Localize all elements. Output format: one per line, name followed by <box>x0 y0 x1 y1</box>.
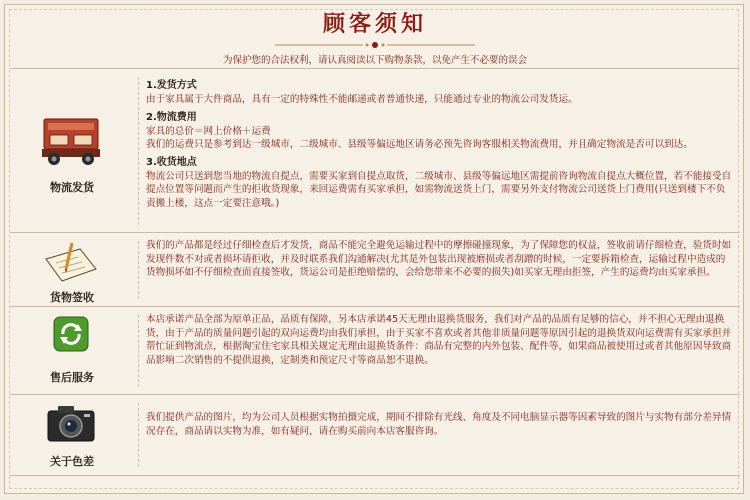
delivery-truck-icon <box>38 115 104 167</box>
sign-document-icon <box>38 239 104 291</box>
page-title: 顾客须知 <box>322 11 427 37</box>
section-label-logistics: 物流发货 <box>50 181 94 194</box>
section-content-receipt <box>146 239 732 280</box>
section-label-receipt: 货物签收 <box>50 291 94 304</box>
section-divider <box>138 241 139 299</box>
section-aftersales <box>10 306 740 395</box>
section-label-color-difference: 关于色差 <box>50 455 94 468</box>
shipping-method-text: 由于家具属于大件商品，具有一定的特殊性不能邮递或者普通快递，只能通过专业的物流公司发货运。 <box>146 94 578 105</box>
refresh-cycle-icon <box>38 313 104 365</box>
section-divider <box>138 403 139 467</box>
section-divider <box>138 77 139 225</box>
color-difference-text: 我们提供产品的图片，均为公司人员根据实物拍摄完成，期间不排除有光线、角度及不同电脑显示器等因素导致的图片与实物有部分差异情况存在，商品请以实物为准，如有疑问，请在购买前向本店客服咨询。 <box>146 412 732 437</box>
shipping-fee-heading: 2.物流费用 <box>146 111 197 123</box>
camera-icon <box>38 399 104 451</box>
title-ornament-icon <box>265 41 485 49</box>
section-color-difference <box>10 394 740 476</box>
section-label-aftersales: 售后服务 <box>50 371 94 384</box>
shipping-fee-formula: 家具的总价＝网上价格＋运费 <box>146 125 271 137</box>
section-content-color-difference <box>146 411 732 438</box>
section-content-logistics <box>146 79 732 210</box>
page-subtitle: 为保护您的合法权利，请认真阅读以下购物条款，以免产生不必要的误会 <box>222 55 527 66</box>
aftersales-text: 本店承诺产品全部为原单正品，品质有保障，另本店承诺45天无理由退换货服务，我们对产品的品质有足够的信心，并不担心无理由退换货，由于产品的质量问题引起的双向运费均由我们承担，由于买家不喜欢或者其他非质量问题等原因引起的退换货双向运费需有买家承担并帮忙证到物流点，根据淘宝住宅家具相关规定无理由退换货条件：商品有完整的内外包装、配件等，如果商品被使用过或者其他原因导致商品影响二次销售的不提供退换，定制类和预定尺寸等商品恕不退换。 <box>146 314 732 366</box>
shipping-method-heading: 1.发货方式 <box>146 80 197 91</box>
section-logistics <box>10 68 740 233</box>
shipping-fee-text: 我们的运费只是参考到达一级城市，二级城市、县级等偏远地区请务必预先咨询客服相关物流费用，并且确定物流是否可以到达。 <box>146 139 693 150</box>
pickup-location-heading: 3.收货地点 <box>146 156 197 168</box>
header <box>0 10 750 67</box>
section-divider <box>138 315 139 387</box>
pickup-location-text: 物流公司只送到您当地的物流自提点，需要买家到自提点取货，二级城市、县级等偏远地区需提前咨询物流自提点大概位置，若不能接受自提点位置等问题而产生的拒收货现象，来回运费需有买家承担，如需物流送货上门，需要另外支付物流公司送货上门费用(只送到楼下不负责搬上楼，这点一定要注意哦。) <box>146 170 732 209</box>
section-receipt <box>10 232 740 307</box>
section-content-aftersales <box>146 313 732 367</box>
receipt-text: 我们的产品都是经过仔细检查后才发货，商品不能完全避免运输过程中的摩擦碰撞现象，为了保障您的权益，签收前请仔细检查，验货时如发现件数不对或者损坏请拒收，并及时联系我们沟通解决(尤其是外包装出现被磨损或者刮蹭的时候，一定要拆箱检查，运输过程中造成的货物损坏如不仔细检查而直接签收，货运公司是拒绝赔偿的，会给您带来不必要的损失)如买家无理由拒签，产生的运费均由买家承担。 <box>146 240 732 278</box>
